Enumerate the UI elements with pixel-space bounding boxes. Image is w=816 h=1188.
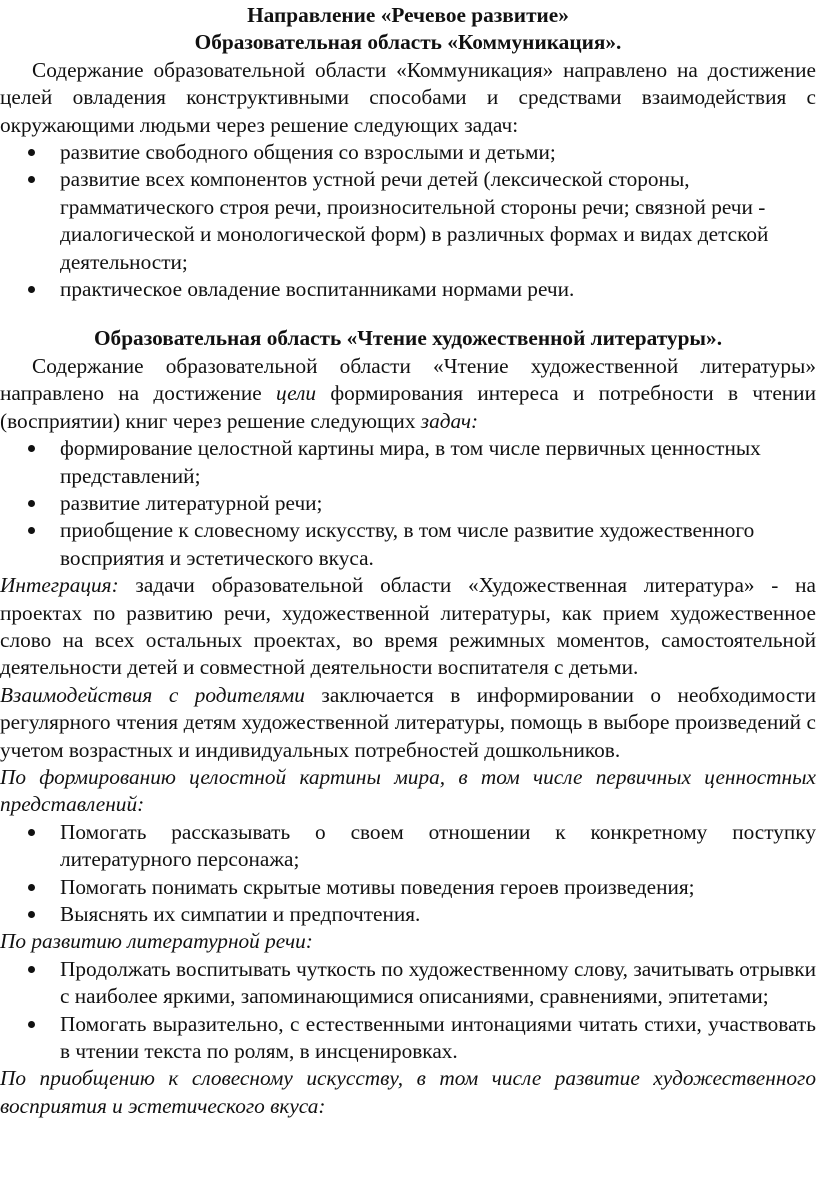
art-heading: По приобщению к словесному искусству, в том числе развитие художественного восприятия и эстетического вкуса: — [0, 1066, 816, 1118]
bullet-icon — [28, 286, 35, 293]
communication-intro: Содержание образовательной области «Коммуникация» направлено на достижение целей овладения конструктивными способами и средствами взаимодействия с окружающими людьми через решение следующих задач: — [0, 57, 816, 137]
bullet-icon — [28, 884, 35, 891]
bullet-icon — [28, 176, 35, 183]
speech-list — [0, 956, 816, 1066]
page-title: Направление «Речевое развитие» — [247, 3, 569, 27]
reading-intro: Содержание образовательной области «Чтение художественной литературы» направлено на достижение цели формирования интереса и потребности в чтении (восприятии) книг через решение следующих задач: — [0, 353, 816, 433]
bullet-icon — [28, 966, 35, 973]
list-item: Помогать понимать скрытые мотивы поведения героев произведения; — [0, 874, 816, 901]
bullet-icon — [28, 527, 35, 534]
bullet-icon — [28, 911, 35, 918]
speech-heading: По развитию литературной речи: — [0, 929, 313, 954]
section-title-communication: Образовательная область «Коммуникация». — [194, 30, 622, 55]
list-item: развитие всех компонентов устной речи детей (лексической стороны, грамматического строя речи, произносительной стороны речи; связной речи - диалогической и монологической форм) в различных формах и видах детской деятельности; — [0, 166, 816, 276]
list-item: развитие литературной речи; — [0, 490, 816, 517]
bullet-icon — [28, 1021, 35, 1028]
list-item: Помогать выразительно, с естественными интонациями читать стихи, участвовать в чтении текста по ролям, в инсценировках. — [0, 1011, 816, 1066]
list-item: формирование целостной картины мира, в том числе первичных ценностных представлений; — [0, 435, 816, 490]
list-item: Выяснять их симпатии и предпочтения. — [0, 901, 816, 928]
section-title-reading: Образовательная область «Чтение художественной литературы». — [93, 326, 723, 351]
reading-task-list — [0, 435, 816, 572]
list-item: Помогать рассказывать о своем отношении к конкретному поступку литературного персонажа; — [0, 819, 816, 874]
list-item: Продолжать воспитывать чуткость по художественному слову, зачитывать отрывки с наиболее яркими, запоминающимися описаниями, сравнениями, эпитетами; — [0, 956, 816, 1011]
bullet-icon — [28, 829, 35, 836]
communication-task-list — [0, 139, 816, 303]
list-item: практическое овладение воспитанниками нормами речи. — [0, 276, 816, 303]
list-item: приобщение к словесному искусству, в том числе развитие художественного восприятия и эстетического вкуса. — [0, 517, 816, 572]
integration-paragraph: Интеграция: задачи образовательной области «Художественная литература» - на проектах по развитию речи, художественной литературы, как прием художественное слово на всех остальных проектах, во время режимных моментов, самостоятельной деятельности детей и совместной деятельности воспитателя с детьми. — [0, 573, 816, 680]
list-item: развитие свободного общения со взрослыми и детьми; — [0, 139, 816, 166]
bullet-icon — [28, 500, 35, 507]
worldview-heading: По формированию целостной картины мира, в том числе первичных ценностных представлений: — [0, 764, 816, 817]
bullet-icon — [28, 149, 35, 156]
bullet-icon — [28, 445, 35, 452]
worldview-list — [0, 819, 816, 929]
parents-paragraph: Взаимодействия с родителями заключается в информировании о необходимости регулярного чтения детям художественной литературы, помощь в выборе произведений с учетом возрастных и индивидуальных потребностей дошкольников. — [0, 682, 816, 762]
